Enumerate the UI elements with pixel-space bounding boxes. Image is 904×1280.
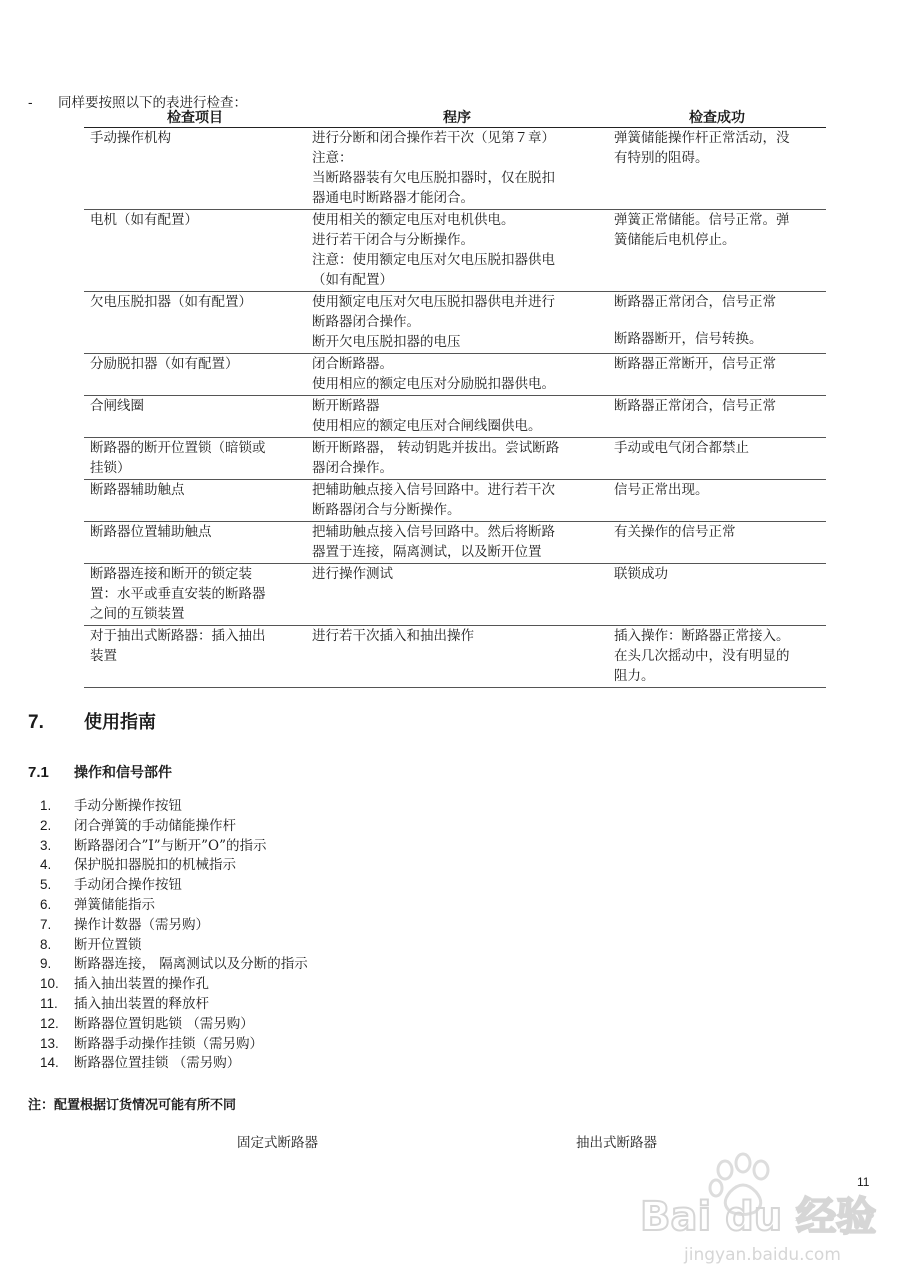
cell-procedure (306, 396, 608, 438)
cell-line: 对于抽出式断路器：插入抽出 (90, 628, 266, 644)
list-item-text: 断路器位置钥匙锁 （需另购） (74, 1015, 254, 1032)
section-title: 使用指南 (84, 712, 156, 733)
cell-procedure (306, 522, 608, 564)
list-item-text: 操作计数器（需另购） (74, 916, 209, 933)
list-item-text: 断开位置锁 (74, 936, 142, 953)
bullet-dash: - (28, 95, 33, 111)
cell-line: 在头几次摇动中，没有明显的 (614, 648, 790, 664)
cell-line: 手动操作机构 (90, 130, 171, 146)
cell-line: 断开欠电压脱扣器的电压 (312, 334, 461, 350)
header-result: 检查成功 (608, 108, 826, 128)
cell-line: 使用相关的额定电压对电机供电。 (312, 212, 515, 228)
list-item (40, 935, 308, 955)
cell-item (84, 210, 306, 292)
cell-result (608, 128, 826, 210)
cell-line: 断路器辅助触点 (90, 482, 185, 498)
list-item-number: 7. (40, 916, 52, 932)
cell-result (608, 626, 826, 688)
cell-result (608, 210, 826, 292)
list-item (40, 796, 308, 816)
cell-result (608, 480, 826, 522)
list-item-text: 手动闭合操作按钮 (74, 877, 182, 894)
cell-result (608, 564, 826, 626)
cell-line: 联锁成功 (614, 566, 668, 582)
list-item-text: 插入抽出装置的操作孔 (74, 976, 209, 993)
list-item (40, 895, 308, 915)
list-item-text: 断路器闭合”I”与断开”O”的指示 (74, 837, 267, 854)
cell-item (84, 564, 306, 626)
cell-procedure (306, 480, 608, 522)
cell-item (84, 354, 306, 396)
intro-text: 同样要按照以下的表进行检查： (58, 95, 247, 111)
list-item-number: 1. (40, 798, 52, 813)
cell-line: 使用相应的额定电压对合闸线圈供电。 (312, 418, 542, 434)
table-row (84, 480, 826, 522)
cell-procedure (306, 438, 608, 480)
table-row (84, 396, 826, 438)
cell-line: 断路器连接和断开的锁定装 (90, 566, 252, 582)
cell-item (84, 128, 306, 210)
list-item (40, 915, 308, 935)
cell-line: 把辅助触点接入信号回路中。进行若干次 (312, 482, 555, 498)
cell-line: 信号正常出现。 (614, 482, 709, 498)
section-heading (28, 708, 156, 734)
table-row (84, 564, 826, 626)
list-item (40, 1034, 308, 1054)
cell-line: 器置于连接，隔离测试，以及断开位置 (312, 544, 542, 560)
table-row (84, 522, 826, 564)
parts-list (40, 796, 308, 1073)
list-item-number: 4. (40, 857, 52, 873)
table-row (84, 292, 826, 354)
watermark-logo-text: Bai du 经验 (640, 1194, 877, 1240)
cell-line: 断路器正常闭合，信号正常 (614, 294, 776, 310)
header-item: 检查项目 (84, 108, 306, 128)
list-item-number: 3. (40, 837, 52, 853)
cell-line: 有特别的阻碍。 (614, 150, 709, 166)
cell-result (608, 354, 826, 396)
cell-line: 器闭合操作。 (312, 460, 393, 476)
cell-line: 进行若干闭合与分断操作。 (312, 232, 474, 248)
list-item-number: 13. (40, 1035, 59, 1051)
config-note: 注：配置根据订货情况可能有所不同 (28, 1098, 237, 1113)
list-item-number: 6. (40, 896, 52, 912)
list-item (40, 816, 308, 836)
cell-line: 电机（如有配置） (90, 212, 198, 228)
cell-line: 合闸线圈 (90, 398, 144, 414)
inspection-table (84, 108, 826, 688)
cell-procedure (306, 354, 608, 396)
cell-result (608, 292, 826, 354)
cell-line: 进行操作测试 (312, 566, 393, 582)
cell-line: 置：水平或垂直安装的断路器 (90, 586, 266, 602)
list-item (40, 1053, 308, 1073)
cell-item (84, 438, 306, 480)
page-number: 11 (857, 1175, 870, 1189)
subsection-heading (28, 762, 172, 782)
cell-item (84, 396, 306, 438)
list-item-text: 断路器连接， 隔离测试以及分断的指示 (74, 956, 308, 973)
caption-drawout-breaker: 抽出式断路器 (576, 1135, 657, 1151)
cell-line: 弹簧储能操作杆正常活动，没 (614, 130, 790, 146)
list-item (40, 1014, 308, 1034)
cell-line: 注意：使用额定电压对欠电压脱扣器供电 (312, 252, 555, 268)
cell-item (84, 626, 306, 688)
cell-line: 装置 (90, 648, 117, 664)
cell-item (84, 292, 306, 354)
list-item-text: 插入抽出装置的释放杆 (74, 995, 209, 1012)
cell-procedure (306, 128, 608, 210)
cell-line: 之间的互锁装置 (90, 606, 185, 622)
list-item-number: 8. (40, 936, 52, 952)
cell-line: 断路器断开，信号转换。 (614, 331, 763, 347)
table-row (84, 354, 826, 396)
cell-line: 断路器位置辅助触点 (90, 524, 212, 540)
table-row (84, 128, 826, 210)
list-item (40, 855, 308, 875)
cell-line: 使用相应的额定电压对分励脱扣器供电。 (312, 376, 555, 392)
table-row (84, 438, 826, 480)
list-item-number: 11. (40, 995, 58, 1011)
header-procedure: 程序 (306, 108, 608, 128)
cell-line: 有关操作的信号正常 (614, 524, 736, 540)
cell-result (608, 396, 826, 438)
cell-procedure (306, 564, 608, 626)
table-row (84, 210, 826, 292)
list-item-text: 保护脱扣器脱扣的机械指示 (74, 857, 236, 874)
cell-line: 分励脱扣器（如有配置） (90, 356, 239, 372)
cell-line: 阻力。 (614, 668, 655, 684)
cell-line: 断路器正常断开，信号正常 (614, 356, 776, 372)
list-item (40, 836, 308, 856)
cell-line: 弹簧正常储能。信号正常。弹 (614, 212, 790, 228)
cell-procedure (306, 626, 608, 688)
cell-line: 进行若干次插入和抽出操作 (312, 628, 474, 644)
list-item (40, 954, 308, 974)
cell-line: 断开断路器， 转动钥匙并拔出。尝试断路 (312, 440, 560, 456)
cell-item (84, 522, 306, 564)
cell-line: 把辅助触点接入信号回路中。然后将断路 (312, 524, 555, 540)
list-item-number: 9. (40, 956, 52, 972)
cell-line: 欠电压脱扣器（如有配置） (90, 294, 252, 310)
cell-line: 断路器正常闭合，信号正常 (614, 398, 776, 414)
list-item-text: 闭合弹簧的手动储能操作杆 (74, 817, 236, 834)
list-item (40, 994, 308, 1014)
watermark-url: jingyan.baidu.com (684, 1245, 841, 1265)
cell-line (614, 312, 822, 329)
cell-line: 断路器闭合与分断操作。 (312, 502, 461, 518)
cell-procedure (306, 210, 608, 292)
list-item-number: 5. (40, 877, 52, 893)
cell-line: 插入操作：断路器正常接入。 (614, 628, 790, 644)
cell-procedure (306, 292, 608, 354)
cell-result (608, 522, 826, 564)
cell-line: 当断路器装有欠电压脱扣器时，仅在脱扣 (312, 170, 555, 186)
cell-line: 闭合断路器。 (312, 356, 393, 372)
list-item-number: 2. (40, 817, 52, 833)
list-item-text: 弹簧储能指示 (74, 896, 155, 913)
list-item (40, 974, 308, 994)
cell-item (84, 480, 306, 522)
cell-line: （如有配置） (312, 272, 393, 288)
list-item (40, 875, 308, 895)
subsection-number: 7.1 (28, 764, 49, 781)
table-header-row (84, 108, 826, 128)
cell-line: 手动或电气闭合都禁止 (614, 440, 749, 456)
cell-line: 断路器闭合操作。 (312, 314, 420, 330)
cell-line: 注意： (312, 150, 353, 166)
list-item-text: 断路器手动操作挂锁（需另购） (74, 1035, 263, 1052)
section-number: 7. (28, 712, 44, 733)
cell-line: 断路器的断开位置锁（暗锁或 (90, 440, 266, 456)
list-item-text: 手动分断操作按钮 (74, 798, 182, 814)
table-row (84, 626, 826, 688)
cell-line: 挂锁） (90, 460, 131, 476)
list-item-number: 10. (40, 976, 59, 992)
cell-line: 断开断路器 (312, 398, 380, 414)
caption-fixed-breaker: 固定式断路器 (237, 1135, 318, 1151)
cell-line: 使用额定电压对欠电压脱扣器供电并进行 (312, 294, 555, 310)
cell-line: 进行分断和闭合操作若干次（见第７章） (312, 130, 555, 146)
cell-line: 器通电时断路器才能闭合。 (312, 190, 474, 206)
cell-line: 簧储能后电机停止。 (614, 232, 736, 248)
list-item-text: 断路器位置挂锁 （需另购） (74, 1055, 241, 1072)
cell-result (608, 438, 826, 480)
list-item-number: 14. (40, 1055, 59, 1071)
subsection-title: 操作和信号部件 (74, 765, 172, 781)
list-item-number: 12. (40, 1015, 59, 1031)
